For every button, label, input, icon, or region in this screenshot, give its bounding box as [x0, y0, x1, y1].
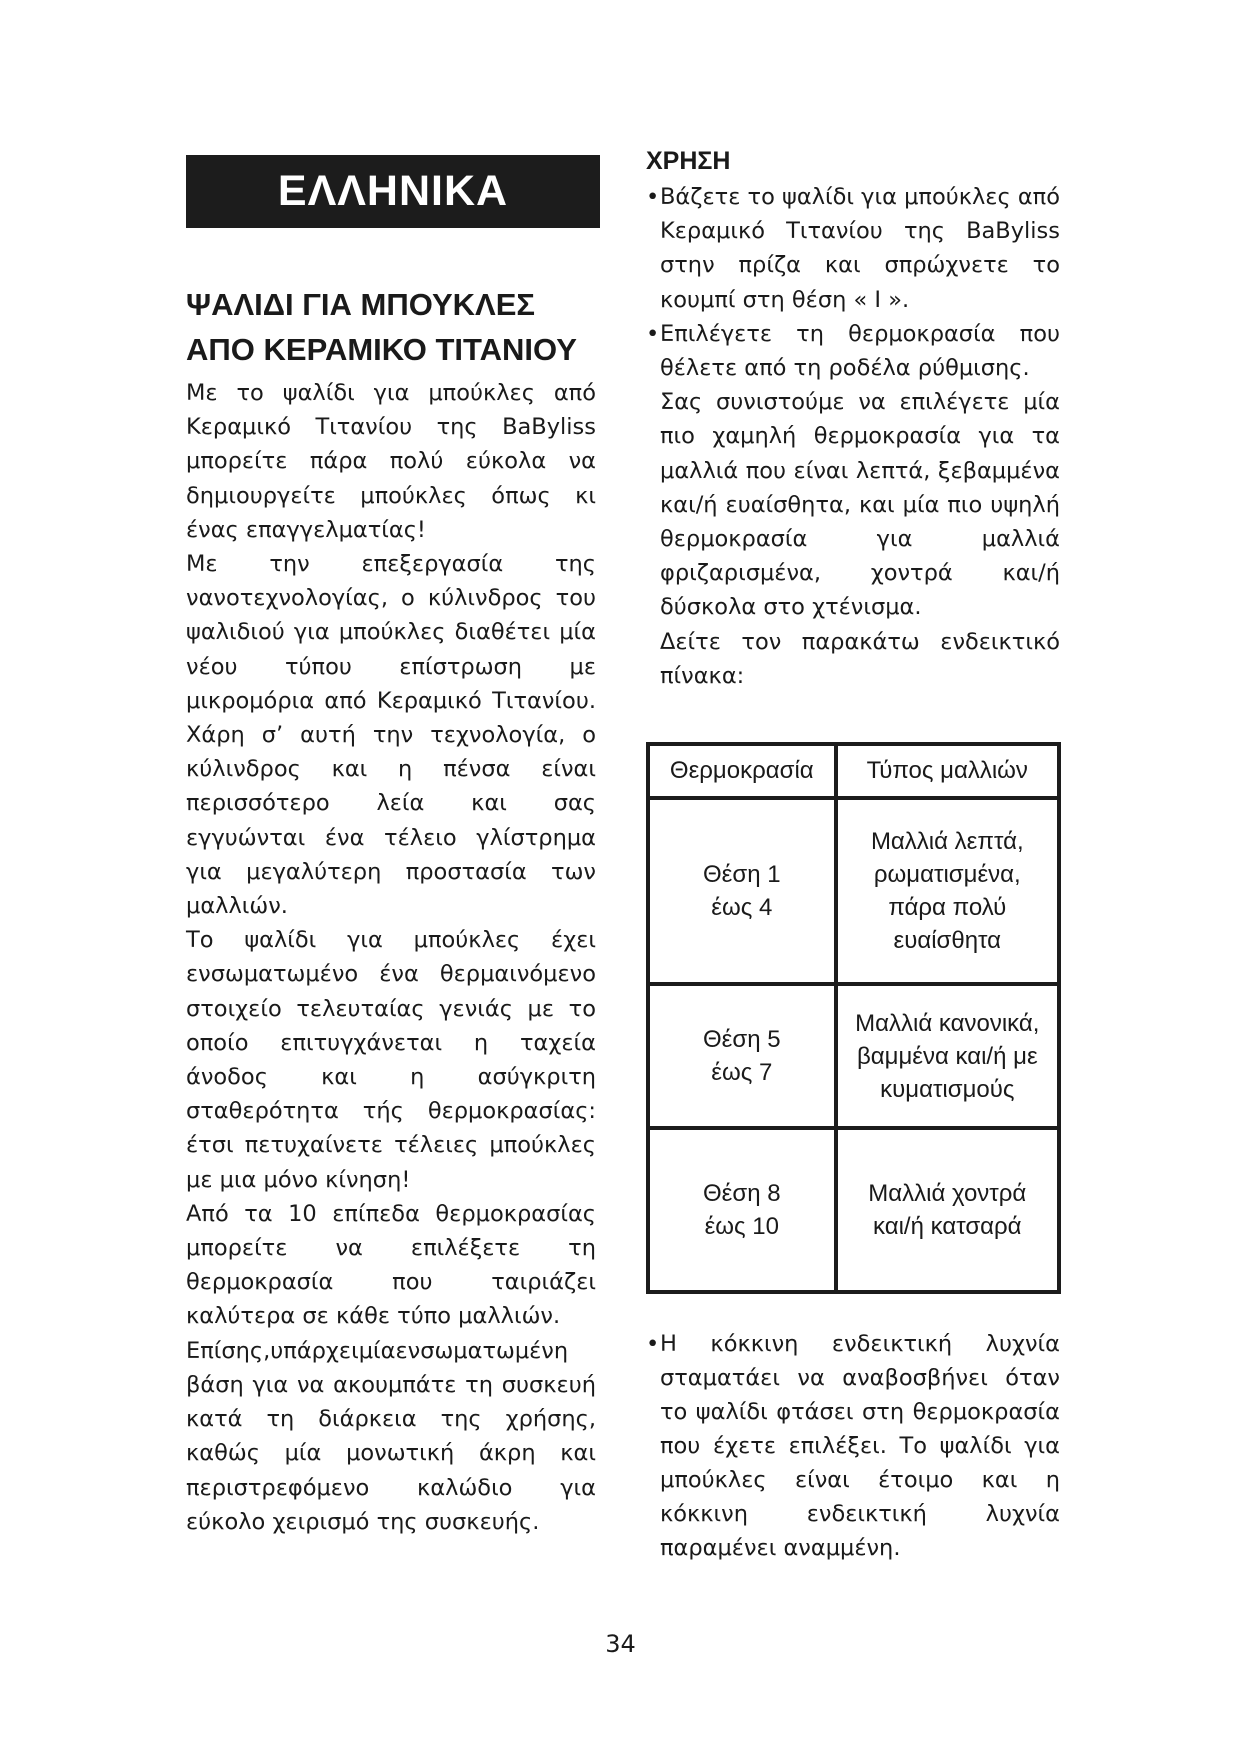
hair-type-cell-line: Μαλλιά λεπτά,	[870, 828, 1024, 855]
hair-type-cell-line: και/ή κατσαρά	[873, 1213, 1022, 1240]
temperature-cell	[648, 984, 836, 1128]
temperature-cell-line: Θέση 5	[703, 1026, 781, 1053]
indicator-note-text: Η κόκκινη ενδεικτική λυχνία σταματάει να αναβοσβήνει όταν το ψαλίδι φτάσει στη θερμοκρασία που έχετε επιλέξει. Το ψαλίδι για μπούκλες είναι έτοιμο και η κόκκινη ενδεικτική λυχνία παραμένει αναμμένη.	[660, 1331, 1060, 1561]
hair-type-column-header: Τύπος μαλλιών	[836, 744, 1059, 798]
table-row	[648, 984, 1059, 1128]
temperature-table	[646, 742, 1061, 1294]
usage-bullet-temperature	[646, 317, 1060, 385]
temperature-cell-line: Θέση 8	[703, 1180, 781, 1207]
language-banner	[186, 155, 600, 228]
hair-type-cell-line: βαμμένα και/ή με	[856, 1042, 1038, 1070]
heading-line-2: ΑΠΟ ΚΕΡΑΜΙΚΟ ΤΙΤΑΝΙΟΥ	[186, 332, 577, 367]
hair-type-cell-line: Μαλλιά χοντρά	[868, 1180, 1027, 1207]
hair-type-cell	[836, 1128, 1059, 1292]
temperature-cell-line: έως 4	[711, 894, 773, 921]
hair-type-cell	[836, 984, 1059, 1128]
hair-type-cell-line: ρωματισμένα,	[873, 861, 1021, 888]
product-description	[186, 282, 596, 1539]
bullet-dot: •	[646, 1331, 660, 1357]
page-number: 34	[605, 1630, 636, 1658]
temperature-column-header: Θερμοκρασία	[648, 744, 836, 798]
temperature-advice: Σας συνιστούμε να επιλέγετε μία πιο χαμηλή θερμοκρασία για τα μαλλιά που είναι λεπτά, ξεβαμμένα και/ή ευαίσθητα, και μία πιο υψηλή θερμοκρασία για μαλλιά φριζαρισμένα, χοντρά και/ή δύσκολα στο χτένισμα.	[660, 389, 1060, 621]
temperature-cell-line: έως 7	[711, 1059, 773, 1086]
table-header-row	[648, 744, 1059, 798]
nanotech-paragraph: Με την επεξεργασία της νανοτεχνολογίας, ο κύλινδρος του ψαλιδιού για μπούκλες διαθέτει μία νέου τύπου επίστρωση με μικρομόρια από Κεραμικό Τιτανίου. Χάρη σ’ αυτή την τεχνολογία, ο κύλινδρος και η πένσα είναι περισσότερο λεία και σας εγγυώνται ένα τέλειο γλίστρημα για μεγαλύτερη προστασία των μαλλιών.	[186, 551, 596, 920]
heading-line-1: ΨΑΛΙΔΙ ΓΙΑ ΜΠΟΥΚΛΕΣ	[186, 287, 535, 322]
hair-type-cell-line: κυματισμούς	[880, 1075, 1015, 1103]
table-row	[648, 1128, 1059, 1292]
indicator-note-bullet	[646, 1327, 1060, 1565]
usage-section	[646, 144, 1060, 693]
bullet-dot: •	[646, 184, 660, 210]
indicator-light-note	[646, 1327, 1060, 1565]
usage-bullet-temperature-text: Επιλέγετε τη θερμοκρασία που θέλετε από τη ροδέλα ρύθμισης.	[660, 320, 1060, 382]
temperature-levels-paragraph: Από τα 10 επίπεδα θερμοκρασίας μπορείτε να επιλέξετε τη θερμοκρασία που ταιριάζει καλύτερα σε κάθε τύπο μαλλιών.	[186, 1200, 596, 1330]
temperature-cell-line: Θέση 1	[703, 861, 781, 888]
usage-title: ΧΡΗΣΗ	[646, 147, 731, 175]
temperature-cell	[648, 798, 836, 984]
temperature-cell-line: έως 10	[704, 1213, 779, 1240]
hair-type-cell-line: ευαίσθητα	[893, 927, 1002, 954]
hair-type-cell	[836, 798, 1059, 984]
usage-bullet-plug-text: Βάζετε το ψαλίδι για μπούκλες από Κεραμικό Τιτανίου της BaByliss στην πρίζα και σπρώχνετε το κουμπί στη θέση « I ».	[660, 184, 1060, 313]
hair-type-cell-line: πάρα πολύ	[888, 894, 1007, 921]
hair-type-cell-line: Μαλλιά κανονικά,	[855, 1009, 1040, 1037]
heating-element-paragraph: Το ψαλίδι για μπούκλες έχει ενσωματωμένο ένα θερμαινόμενο στοιχείο τελευταίας γενιάς με το οποίο επιτυγχάνεται η ταχεία άνοδος και η ασύγκριτη σταθερότητα τής θερμοκρασίας: έτσι πετυχαίνετε τέλειες μπούκλες με μια μόνο κίνηση!	[186, 927, 596, 1193]
product-heading	[186, 282, 596, 372]
intro-paragraph: Με το ψαλίδι για μπούκλες από Κεραμικό Τιτανίου της BaByliss μπορείτε πάρα πολύ εύκολα να δημιουργείτε μπούκλες όπως κι ένας επαγγελματίας!	[186, 380, 596, 543]
see-table-text: Δείτε τον παρακάτω ενδεικτικό πίνακα:	[660, 628, 1060, 689]
table-row	[648, 798, 1059, 984]
bullet-dot: •	[646, 320, 660, 347]
stand-paragraph: Επίσης,υπάρχειμίαενσωματωμένη βάση για να ακουμπάτε τη συσκευή κατά τη διάρκεια της χρήσης, καθώς μία μονωτική άκρη και περιστρεφόμενο καλώδιο για εύκολο χειρισμό της συσκευής.	[186, 1337, 596, 1535]
temperature-cell	[648, 1128, 836, 1292]
usage-bullet-plug	[646, 180, 1060, 317]
language-title: ΕΛΛΗΝΙΚΑ	[277, 167, 509, 215]
